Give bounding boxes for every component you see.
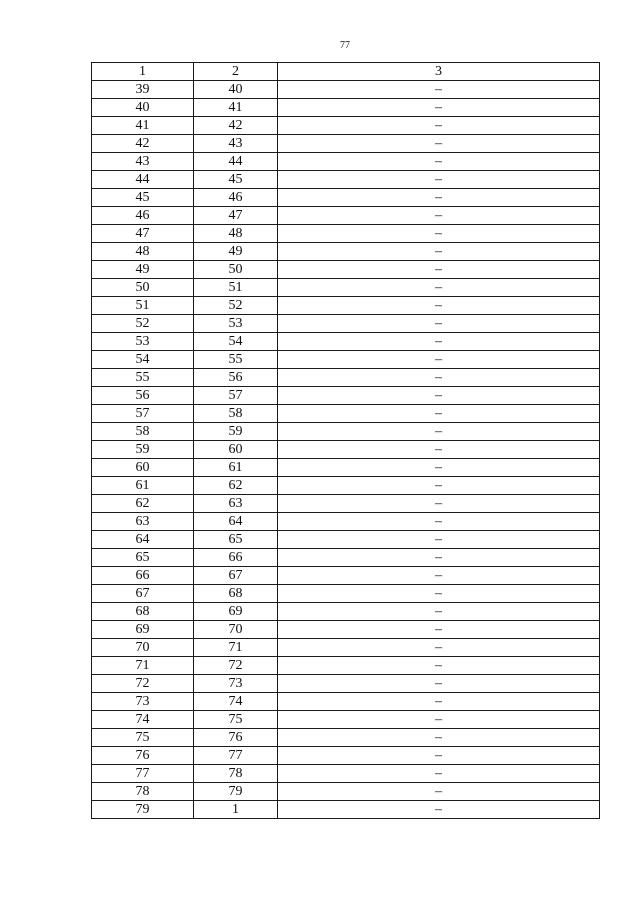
table-cell-col-3: – (278, 243, 600, 261)
table-cell-col-1: 79 (92, 801, 194, 819)
table-cell-col-3: – (278, 171, 600, 189)
table-cell-col-1: 67 (92, 585, 194, 603)
table-cell-col-2: 58 (194, 405, 278, 423)
table-cell-col-1: 77 (92, 765, 194, 783)
table-cell-col-2: 44 (194, 153, 278, 171)
table-cell-col-3: – (278, 513, 600, 531)
table-cell-col-3: – (278, 765, 600, 783)
table-cell-col-3: – (278, 567, 600, 585)
table-cell-col-3: – (278, 99, 600, 117)
table-cell-col-2: 47 (194, 207, 278, 225)
table-row (92, 279, 600, 297)
table-cell-col-1: 46 (92, 207, 194, 225)
table-row (92, 747, 600, 765)
table-cell-col-3: – (278, 729, 600, 747)
table-row (92, 297, 600, 315)
table-row (92, 171, 600, 189)
table-cell-col-3: – (278, 657, 600, 675)
table-row (92, 135, 600, 153)
table-cell-col-2: 48 (194, 225, 278, 243)
table-cell-col-1: 71 (92, 657, 194, 675)
table-cell-col-1: 60 (92, 459, 194, 477)
table-cell-col-1: 49 (92, 261, 194, 279)
table-cell-col-1: 65 (92, 549, 194, 567)
table-body (92, 81, 600, 819)
table-row (92, 99, 600, 117)
table-cell-col-3: – (278, 477, 600, 495)
table-row (92, 711, 600, 729)
table-row (92, 225, 600, 243)
table-cell-col-2: 46 (194, 189, 278, 207)
table-cell-col-1: 42 (92, 135, 194, 153)
data-table (91, 62, 600, 819)
table-cell-col-3: – (278, 297, 600, 315)
column-header-2: 2 (194, 63, 278, 81)
table-row (92, 603, 600, 621)
table-cell-col-2: 69 (194, 603, 278, 621)
table-row (92, 333, 600, 351)
table-row (92, 639, 600, 657)
table-cell-col-2: 73 (194, 675, 278, 693)
table-header-row (92, 63, 600, 81)
table-cell-col-2: 72 (194, 657, 278, 675)
table-row (92, 315, 600, 333)
table-cell-col-3: – (278, 315, 600, 333)
table-cell-col-1: 73 (92, 693, 194, 711)
table-row (92, 531, 600, 549)
table-row (92, 783, 600, 801)
table-row (92, 477, 600, 495)
table-cell-col-3: – (278, 549, 600, 567)
table-row (92, 261, 600, 279)
table-cell-col-2: 76 (194, 729, 278, 747)
table-cell-col-2: 57 (194, 387, 278, 405)
table-cell-col-1: 56 (92, 387, 194, 405)
table-cell-col-3: – (278, 405, 600, 423)
table-cell-col-1: 68 (92, 603, 194, 621)
table-cell-col-3: – (278, 585, 600, 603)
table-cell-col-3: – (278, 603, 600, 621)
table-cell-col-3: – (278, 801, 600, 819)
table-cell-col-2: 43 (194, 135, 278, 153)
table-cell-col-1: 58 (92, 423, 194, 441)
table-cell-col-1: 62 (92, 495, 194, 513)
table-row (92, 585, 600, 603)
table-row (92, 513, 600, 531)
table-cell-col-2: 79 (194, 783, 278, 801)
table-cell-col-3: – (278, 711, 600, 729)
table-cell-col-1: 72 (92, 675, 194, 693)
table-cell-col-3: – (278, 351, 600, 369)
table-row (92, 729, 600, 747)
table-row (92, 801, 600, 819)
table-cell-col-2: 55 (194, 351, 278, 369)
table-cell-col-3: – (278, 747, 600, 765)
table-cell-col-2: 67 (194, 567, 278, 585)
table-cell-col-2: 78 (194, 765, 278, 783)
table-cell-col-1: 64 (92, 531, 194, 549)
table-cell-col-2: 70 (194, 621, 278, 639)
table-cell-col-1: 66 (92, 567, 194, 585)
column-header-1: 1 (92, 63, 194, 81)
table-cell-col-3: – (278, 333, 600, 351)
table-row (92, 441, 600, 459)
table-cell-col-2: 74 (194, 693, 278, 711)
table-cell-col-3: – (278, 81, 600, 99)
table-cell-col-3: – (278, 783, 600, 801)
table-cell-col-2: 61 (194, 459, 278, 477)
table-cell-col-2: 41 (194, 99, 278, 117)
table-cell-col-1: 54 (92, 351, 194, 369)
table-cell-col-1: 43 (92, 153, 194, 171)
table-cell-col-3: – (278, 261, 600, 279)
table-cell-col-1: 59 (92, 441, 194, 459)
table-cell-col-1: 44 (92, 171, 194, 189)
table-cell-col-2: 53 (194, 315, 278, 333)
table-row (92, 675, 600, 693)
table-row (92, 153, 600, 171)
table-cell-col-1: 74 (92, 711, 194, 729)
table-row (92, 369, 600, 387)
data-table-container (91, 62, 599, 819)
table-cell-col-1: 61 (92, 477, 194, 495)
table-cell-col-1: 55 (92, 369, 194, 387)
table-row (92, 243, 600, 261)
table-row (92, 621, 600, 639)
table-cell-col-3: – (278, 495, 600, 513)
table-cell-col-3: – (278, 675, 600, 693)
table-cell-col-3: – (278, 369, 600, 387)
table-cell-col-1: 40 (92, 99, 194, 117)
table-cell-col-3: – (278, 225, 600, 243)
table-cell-col-1: 45 (92, 189, 194, 207)
table-cell-col-2: 64 (194, 513, 278, 531)
table-cell-col-1: 76 (92, 747, 194, 765)
table-row (92, 117, 600, 135)
table-row (92, 693, 600, 711)
table-cell-col-2: 50 (194, 261, 278, 279)
table-cell-col-2: 68 (194, 585, 278, 603)
table-cell-col-1: 70 (92, 639, 194, 657)
table-row (92, 423, 600, 441)
table-cell-col-2: 52 (194, 297, 278, 315)
table-cell-col-2: 63 (194, 495, 278, 513)
table-row (92, 405, 600, 423)
table-row (92, 495, 600, 513)
table-cell-col-1: 78 (92, 783, 194, 801)
table-cell-col-3: – (278, 117, 600, 135)
table-row (92, 351, 600, 369)
table-row (92, 567, 600, 585)
table-cell-col-3: – (278, 639, 600, 657)
table-cell-col-1: 50 (92, 279, 194, 297)
table-cell-col-2: 42 (194, 117, 278, 135)
table-cell-col-2: 60 (194, 441, 278, 459)
table-cell-col-3: – (278, 207, 600, 225)
table-cell-col-2: 40 (194, 81, 278, 99)
table-cell-col-2: 65 (194, 531, 278, 549)
table-cell-col-2: 71 (194, 639, 278, 657)
table-cell-col-3: – (278, 693, 600, 711)
table-row (92, 189, 600, 207)
table-cell-col-2: 51 (194, 279, 278, 297)
table-row (92, 765, 600, 783)
table-row (92, 207, 600, 225)
table-cell-col-3: – (278, 459, 600, 477)
table-row (92, 387, 600, 405)
table-cell-col-1: 57 (92, 405, 194, 423)
table-cell-col-3: – (278, 621, 600, 639)
table-cell-col-2: 1 (194, 801, 278, 819)
table-cell-col-2: 56 (194, 369, 278, 387)
table-cell-col-3: – (278, 441, 600, 459)
table-cell-col-3: – (278, 153, 600, 171)
table-cell-col-1: 69 (92, 621, 194, 639)
table-cell-col-1: 75 (92, 729, 194, 747)
table-cell-col-1: 52 (92, 315, 194, 333)
table-cell-col-3: – (278, 531, 600, 549)
table-row (92, 549, 600, 567)
table-cell-col-3: – (278, 189, 600, 207)
table-cell-col-2: 49 (194, 243, 278, 261)
table-cell-col-2: 75 (194, 711, 278, 729)
table-cell-col-1: 48 (92, 243, 194, 261)
column-header-3: 3 (278, 63, 600, 81)
table-cell-col-3: – (278, 423, 600, 441)
table-cell-col-2: 62 (194, 477, 278, 495)
table-cell-col-3: – (278, 387, 600, 405)
table-row (92, 81, 600, 99)
table-cell-col-1: 47 (92, 225, 194, 243)
table-cell-col-3: – (278, 279, 600, 297)
table-cell-col-2: 77 (194, 747, 278, 765)
table-row (92, 459, 600, 477)
table-cell-col-1: 39 (92, 81, 194, 99)
table-cell-col-2: 59 (194, 423, 278, 441)
table-cell-col-1: 53 (92, 333, 194, 351)
page-number: 77 (340, 40, 350, 51)
table-cell-col-3: – (278, 135, 600, 153)
table-cell-col-2: 54 (194, 333, 278, 351)
table-cell-col-2: 66 (194, 549, 278, 567)
table-cell-col-1: 51 (92, 297, 194, 315)
table-cell-col-1: 41 (92, 117, 194, 135)
table-cell-col-2: 45 (194, 171, 278, 189)
table-cell-col-1: 63 (92, 513, 194, 531)
table-row (92, 657, 600, 675)
